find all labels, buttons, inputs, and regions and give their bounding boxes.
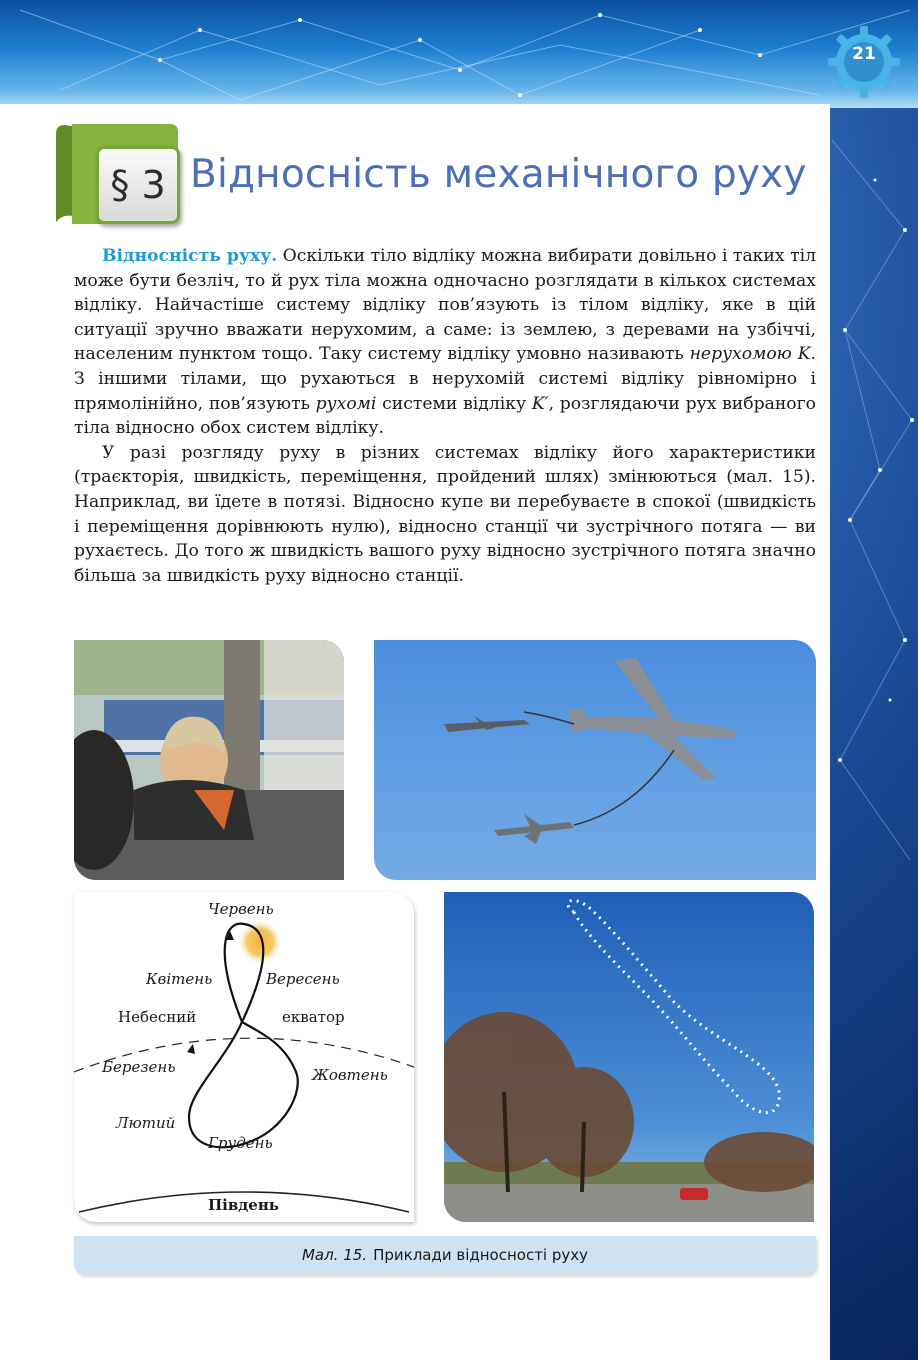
- analemma-diagram: [74, 892, 414, 1222]
- subheading: Відносність руху.: [102, 246, 278, 266]
- photo-boy-train: [74, 640, 344, 880]
- figure-caption: [74, 1236, 816, 1274]
- paragraph-1: [74, 244, 816, 441]
- label-april: Квітень: [146, 970, 213, 988]
- section-number: § 3: [96, 146, 180, 224]
- photo-analemma-sky: [444, 892, 814, 1222]
- label-february: Лютий: [116, 1114, 176, 1132]
- term-moving-frame: K′: [531, 393, 549, 414]
- text-run: , розглядаючи рух вибраного тіла відносно обох систем відліку.: [74, 393, 816, 439]
- text-run: системи відліку: [376, 393, 532, 414]
- body-text: [74, 244, 816, 588]
- caption-text: Приклади відносності руху: [373, 1246, 589, 1264]
- photo-aerial-refuelling: [374, 640, 816, 880]
- caption-label: Мал. 15.: [301, 1246, 368, 1264]
- label-december: Грудень: [208, 1134, 273, 1152]
- analemma-drawing: [74, 892, 414, 1222]
- term-moving: рухомі: [315, 393, 377, 414]
- label-june: Червень: [208, 900, 274, 918]
- label-equator: екватор: [282, 1008, 345, 1026]
- label-september: Вересень: [266, 970, 340, 988]
- label-march: Березень: [102, 1058, 176, 1076]
- page-number: 21: [852, 44, 876, 64]
- paragraph-2: У разі розгляду руху в різних системах відліку його характеристики (траєкторія, швидкість, переміщення, пройдений шлях) змінюються (мал. 15). Наприклад, ви їдете в потязі. Відносно купе ви перебуваєте в спокої (швидкість і переміщення дорівнюють нулю), відносно станції чи зустрічного потяга — ви рухаєтесь. До того ж швидкість вашого руху відносно зустрічного потяга значно більша за швидкість руху відносно станції.: [74, 442, 816, 586]
- label-south: Південь: [208, 1196, 279, 1214]
- page-title: Відносність механічного руху: [190, 152, 807, 197]
- sun-icon: [238, 920, 282, 964]
- text-run: . З іншими тілами, що рухаються в нерухомій системі відліку рівномірно і прямолінійно, пов’язують: [74, 344, 816, 414]
- label-october: Жовтень: [312, 1066, 388, 1084]
- label-celestial: Небесний: [118, 1008, 197, 1026]
- text-run: Оскільки тіло відліку можна вибирати довільно і таких тіл може бути безліч, то й рух тіла можна одночасно розглядати в кількох системах відліку. Найчастіше систему відліку пов’язують із тілом відліку, яке в цій ситуації зручно вважати нерухомим, а саме: із землею, з деревами на узбіччі, населеним пунктом тощо. Таку систему відліку умовно називають: [74, 246, 816, 365]
- term-fixed-frame: нерухомою K: [689, 344, 811, 365]
